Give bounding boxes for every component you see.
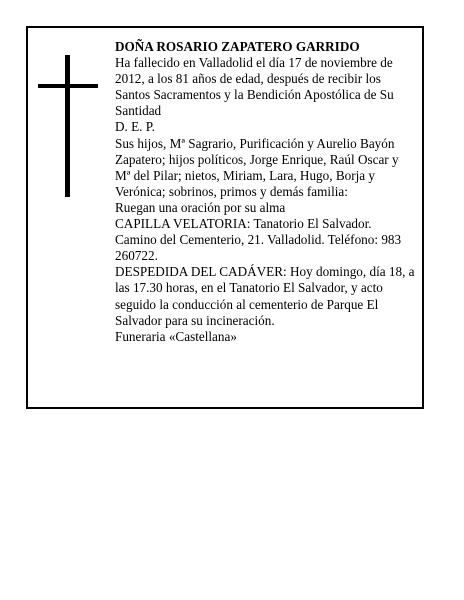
farewell-info: DESPEDIDA DEL CADÁVER: Hoy domingo, día 18, a las 17.30 horas, en el Tanatorio El Salvador, y acto seguido la conducción al cementerio de Parque El Salvador para su incineración. (115, 264, 415, 328)
cross-vertical-bar (65, 55, 70, 197)
deceased-name: DOÑA ROSARIO ZAPATERO GARRIDO (115, 39, 360, 54)
latin-cross-icon (38, 55, 98, 197)
prayer-request: Ruegan una oración por su alma (115, 199, 286, 215)
family-list: Sus hijos, Mª Sagrario, Purificación y Aurelio Bayón Zapatero; hijos políticos, Jorge Enrique, Raúl Oscar y Mª del Pilar; nietos, Miriam, Lara, Hugo, Borja y Verónica; sobrinos, primos y demás familia: (115, 135, 399, 199)
cross-horizontal-bar (38, 84, 98, 88)
rest-in-peace: D. E. P. (115, 119, 155, 135)
notice-text (115, 39, 415, 345)
death-statement: Ha fallecido en Valladolid el día 17 de noviembre de 2012, a los 81 años de edad, después de recibir los Santos Sacramentos y la Bendición Apostólica de Su Santidad (115, 55, 394, 119)
chapel-info: CAPILLA VELATORIA: Tanatorio El Salvador. Camino del Cementerio, 21. Valladolid. Teléfono: 983 260722. (115, 216, 402, 264)
obituary-notice (26, 26, 424, 409)
funeral-home: Funeraria «Castellana» (115, 328, 237, 344)
